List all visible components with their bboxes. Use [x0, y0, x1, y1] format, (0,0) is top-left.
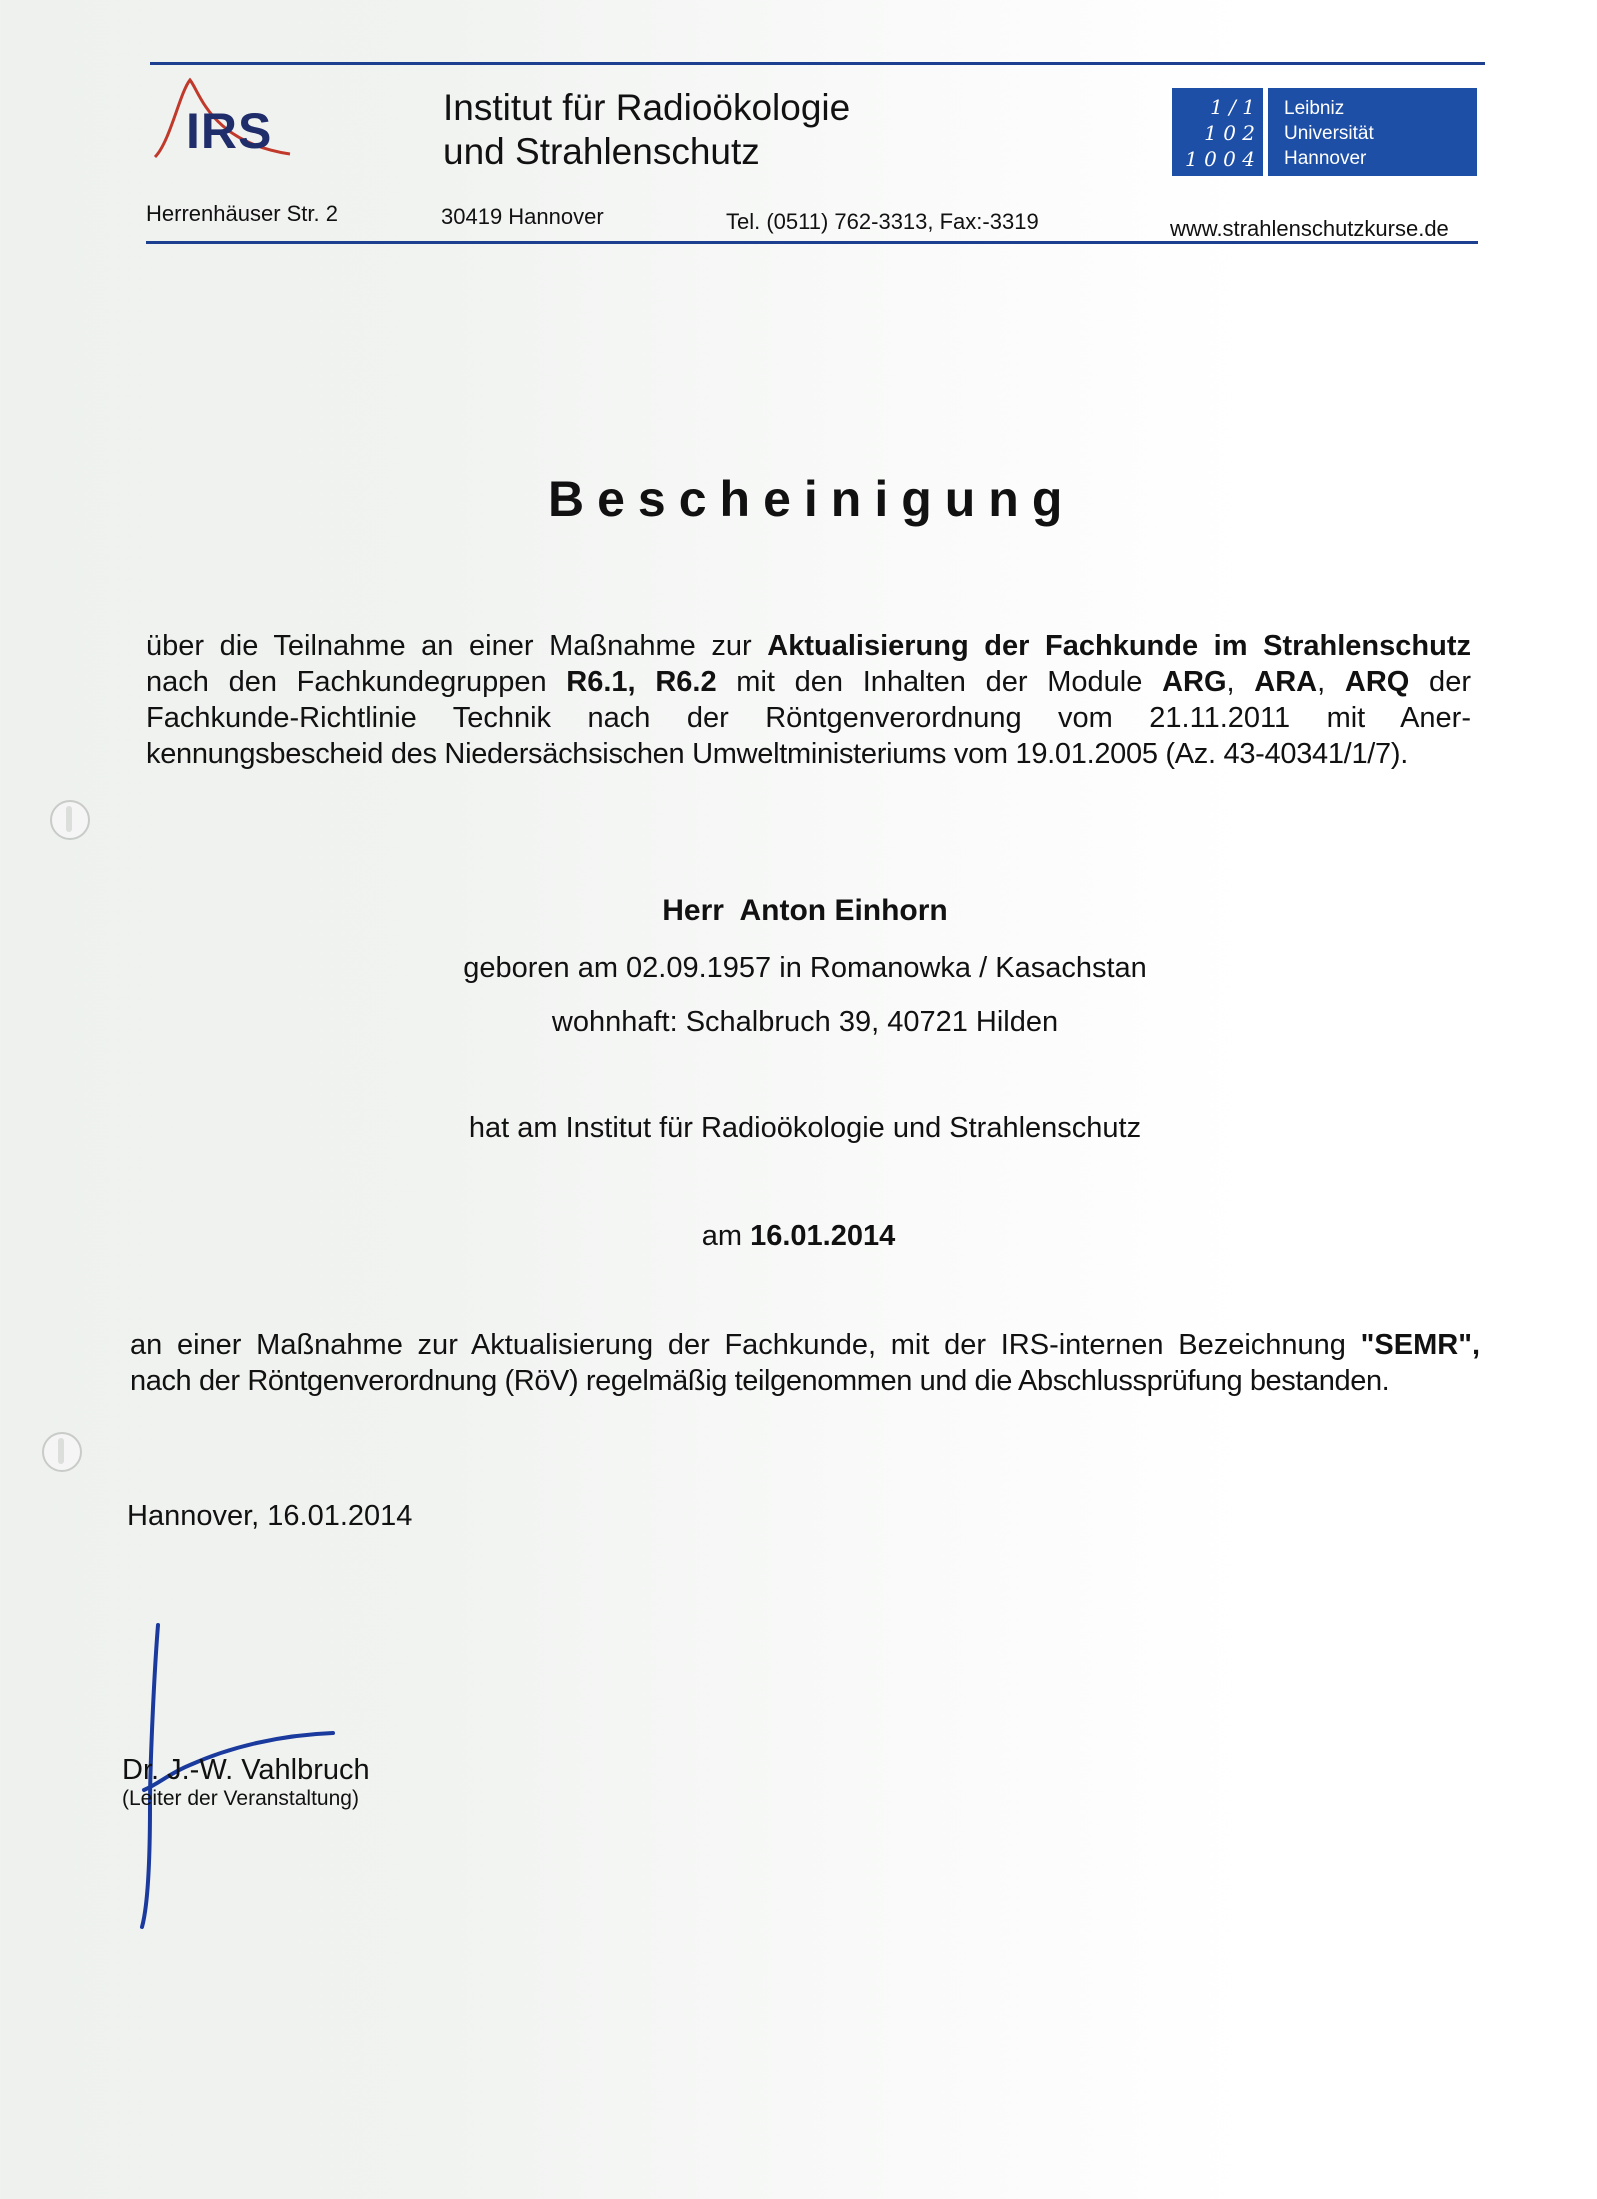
luh-text-line2: Universität [1284, 123, 1374, 144]
closing-bold-semr: "SEMR", [1360, 1329, 1480, 1361]
institute-name-line2: und Strahlenschutz [443, 131, 760, 172]
institute-name-line1: Institut für Radioökologie [443, 87, 851, 128]
course-date-value: 16.01.2014 [750, 1220, 896, 1252]
intro-text-3: mit den Inhalten der Module [716, 666, 1163, 698]
course-date [0, 1220, 1597, 1253]
luh-number-line2: 1 0 2 [1204, 121, 1255, 145]
signatory-name: Dr. J.-W. Vahlbruch [122, 1754, 370, 1786]
header-top-rule [150, 62, 1485, 65]
place-date: Hannover, 16.01.2014 [127, 1500, 413, 1532]
closing-line2: nach der Röntgenverordnung (RöV) regelmäßig teilgenommen und die Abschlussprüfung bestanden. [130, 1365, 1390, 1397]
module-arg: ARG [1162, 666, 1227, 698]
intro-line3: Fachkunde-Richtlinie Technik nach der Röntgenverordnung vom 21.11.2011 mit Aner- [146, 702, 1471, 734]
closing-paragraph [130, 1327, 1480, 1399]
intro-paragraph [146, 628, 1471, 772]
luh-text-line3: Hannover [1284, 148, 1367, 169]
header-bottom-rule [146, 241, 1478, 244]
closing-line1 [130, 1327, 1480, 1363]
punch-hole-top [50, 800, 90, 840]
intro-text-4: der [1409, 666, 1471, 698]
intro-bold-1: Aktualisierung der Fachkunde im Strahlenschutz [767, 630, 1471, 662]
person-residence: wohnhaft: Schalbruch 39, 40721 Hilden [551, 1006, 1059, 1038]
document-title: Bescheinigung [548, 471, 1076, 527]
intro-line2 [146, 664, 1471, 700]
luh-number-line1: 1 / 1 [1210, 95, 1255, 119]
address-website: www.strahlenschutzkurse.de [1170, 216, 1449, 241]
person-name: Herr Anton Einhorn [662, 894, 948, 927]
luh-logo-text [1268, 88, 1477, 176]
module-arq: ARQ [1344, 666, 1410, 698]
module-ara: ARA [1254, 666, 1318, 698]
intro-text-1: über die Teilnahme an einer Maßnahme zur [146, 630, 768, 662]
intro-bold-groups: R6.1, R6.2 [566, 666, 717, 698]
address-street: Herrenhäuser Str. 2 [146, 201, 338, 226]
attended-text: hat am Institut für Radioökologie und Strahlenschutz [468, 1112, 1142, 1144]
punch-hole-bottom [42, 1432, 82, 1472]
luh-number-line3: 1 0 0 4 [1185, 147, 1255, 171]
signatory-role: (Leiter der Veranstaltung) [122, 1787, 359, 1810]
luh-logo-numbers [1172, 88, 1263, 176]
intro-text-2: nach den Fachkundegruppen [146, 666, 567, 698]
luh-text-line1: Leibniz [1284, 98, 1345, 119]
intro-sep-1: , [1226, 666, 1255, 698]
irs-logo [150, 72, 300, 162]
intro-line4: kennungsbescheid des Niedersächsischen Umweltministeriums vom 19.01.2005 (Az. 43-40341/1/7). [146, 738, 1408, 770]
closing-text-1: an einer Maßnahme zur Aktualisierung der Fachkunde, mit der IRS-internen Bezeichnung [130, 1329, 1361, 1361]
course-date-prefix: am [701, 1220, 751, 1252]
irs-logo-text: IRS [186, 103, 273, 159]
address-phone: Tel. (0511) 762-3313, Fax:-3319 [726, 209, 1039, 234]
institute-name [443, 86, 850, 174]
intro-line1 [146, 628, 1471, 664]
person-born: geboren am 02.09.1957 in Romanowka / Kasachstan [463, 952, 1147, 984]
address-city: 30419 Hannover [441, 204, 604, 229]
intro-sep-2: , [1317, 666, 1345, 698]
